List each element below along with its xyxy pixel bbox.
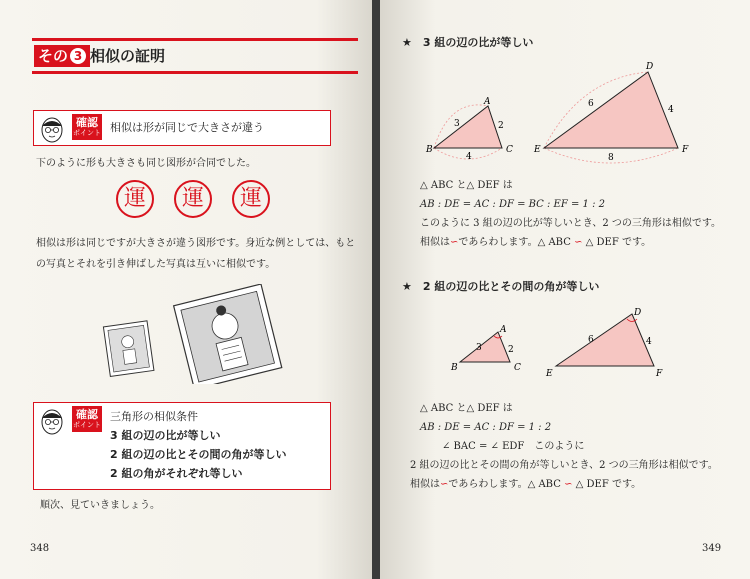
check-point-box-2 [33, 402, 331, 490]
condition-item: 2 組の角がそれぞれ等しい [110, 467, 243, 480]
kanji-circle: 運 [232, 180, 270, 218]
similar-symbol: ∽ [564, 479, 573, 490]
paragraph-similar-line2: の写真とそれを引き伸ばした写真は互いに相似です。 [36, 259, 276, 270]
triangle-def [533, 62, 689, 163]
triangle-diagram-2 [446, 306, 676, 384]
vertex-a-label: A [500, 325, 507, 335]
teacher-face-icon [37, 114, 67, 144]
check-tag [72, 406, 102, 432]
book-gutter [372, 0, 380, 579]
check-tag-label: 確認 [76, 116, 98, 129]
text-span: であらわします。△ ABC [458, 237, 571, 248]
side-df-label: 4 [646, 337, 652, 347]
vertex-e-label: E [546, 369, 553, 379]
kanji-circle: 運 [116, 180, 154, 218]
triangle-abc-2 [450, 325, 521, 373]
check-point-text: 相似は形が同じで大きさが違う [110, 121, 264, 134]
vertex-b-label: B [426, 145, 433, 155]
text-span: 相似は [410, 479, 440, 490]
block2-line3: ∠ BAC = ∠ EDF このように [442, 441, 585, 452]
check-tag-label: 確認 [76, 408, 98, 421]
side-ab-label: 3 [476, 343, 482, 353]
paragraph-congruent: 下のように形も大きさも同じ図形が合同でした。 [36, 158, 256, 169]
block2-line4: 2 組の辺の比とその間の角が等しいとき、2 つの三角形は相似です。 [410, 460, 718, 471]
heading-two-sides-angle: ★ 2 組の辺の比とその間の角が等しい [402, 280, 600, 293]
kanji-circle: 運 [174, 180, 212, 218]
vertex-c-label: C [506, 145, 513, 155]
side-de-label: 6 [588, 99, 594, 109]
section-tag-label: その [38, 47, 69, 65]
block2-line2: AB : DE = AC : DF = 1 : 2 [420, 422, 552, 433]
triangle-def-2 [545, 308, 663, 379]
header-rule-bottom [32, 71, 358, 74]
text-span: 相似は [420, 237, 450, 248]
triangle-abc [425, 97, 513, 162]
vertex-a-label: A [484, 97, 491, 107]
right-page [380, 0, 750, 579]
similar-symbol: ∽ [450, 237, 459, 248]
teacher-face-icon [37, 406, 67, 436]
vertex-f-label: F [682, 145, 689, 155]
section-title: 相似の証明 [90, 47, 166, 65]
side-df-label: 4 [668, 105, 674, 115]
block1-line1: △ ABC と△ DEF は [420, 180, 513, 191]
check-point-box-1 [33, 110, 331, 146]
section-tag [34, 45, 90, 67]
text-span: △ DEF です。 [585, 237, 652, 248]
similarity-conditions [110, 407, 286, 483]
side-de-label: 6 [588, 335, 594, 345]
condition-item: 2 組の辺の比とその間の角が等しい [110, 448, 287, 461]
side-bc-label: 4 [466, 152, 472, 162]
check-tag-sub: ポイント [73, 129, 101, 137]
kanji-row [116, 180, 270, 218]
side-ef-label: 8 [608, 153, 614, 163]
section-number-badge: 3 [70, 48, 86, 64]
check-tag-sub: ポイント [73, 421, 101, 429]
section-header [32, 38, 358, 74]
vertex-e-label: E [534, 145, 541, 155]
photo-illustration [96, 284, 286, 384]
side-ac-label: 2 [498, 121, 504, 131]
vertex-f-label: F [656, 369, 663, 379]
block1-line3: このように 3 組の辺の比が等しいとき、2 つの三角形は相似です。 [420, 218, 722, 229]
similar-symbol: ∽ [574, 237, 583, 248]
condition-item: 3 組の辺の比が等しい [110, 429, 221, 442]
large-photo-image [174, 284, 282, 384]
side-ac-label: 2 [508, 345, 514, 355]
block1-line2: AB : DE = AC : DF = BC : EF = 1 : 2 [420, 199, 605, 210]
side-ab-label: 3 [454, 119, 460, 129]
heading-three-sides: ★ 3 組の辺の比が等しい [402, 36, 534, 49]
small-photo-image [103, 321, 154, 377]
left-page [0, 0, 372, 579]
similar-symbol: ∽ [440, 479, 449, 490]
block1-line4 [420, 234, 651, 252]
page-number: 349 [702, 543, 722, 554]
paragraph-similar-line1: 相似は形は同じですが大きさが違う図形です。身近な例としては、もと [36, 238, 356, 249]
vertex-d-label: D [634, 308, 642, 318]
vertex-b-label: B [451, 363, 458, 373]
text-span: △ DEF です。 [575, 479, 642, 490]
conditions-title: 三角形の相似条件 [110, 410, 198, 423]
vertex-c-label: C [514, 363, 521, 373]
text-span: であらわします。△ ABC [448, 479, 561, 490]
block2-line5 [410, 476, 641, 494]
header-rule-top [32, 38, 358, 41]
vertex-d-label: D [646, 62, 654, 72]
block2-line1: △ ABC と△ DEF は [420, 403, 513, 414]
check-tag [72, 114, 102, 140]
closing-text: 順次、見ていきましょう。 [40, 500, 160, 511]
triangle-diagram-1 [420, 58, 710, 170]
page-number: 348 [30, 543, 50, 554]
